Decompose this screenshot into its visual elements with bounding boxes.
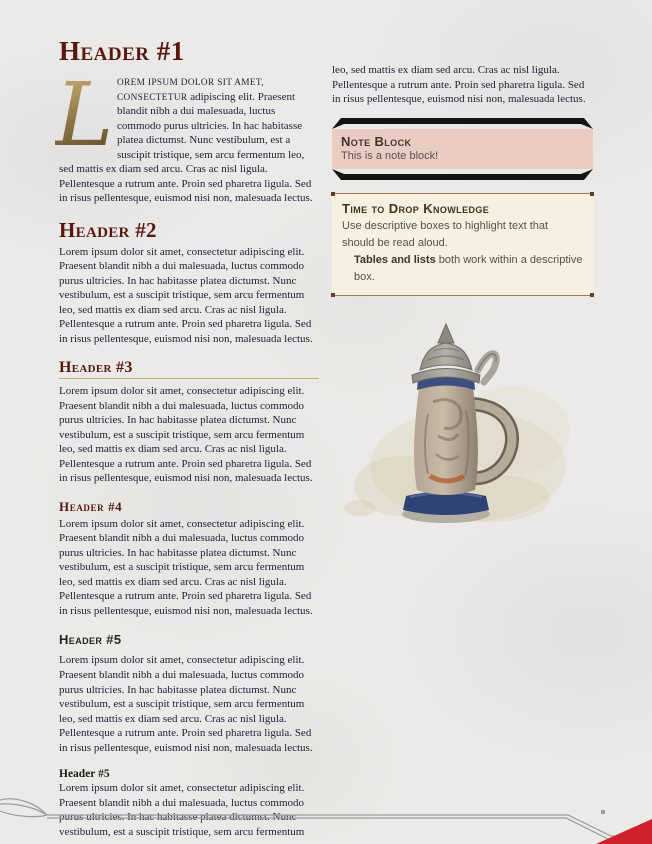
descriptive-box-line2-bold: Tables and lists [354,253,436,266]
intro-paragraph [55,63,319,206]
section-header-4 [59,499,319,619]
left-column [55,36,319,839]
footer-corner-accent [596,819,652,844]
note-block-bottom-bar [332,169,593,182]
intro-lead-smallcaps: OREM IPSUM DOLOR SIT AMET, CONSECTETUR [117,78,264,103]
page-title: Header #1 [59,36,185,66]
descriptive-box-line2 [342,252,583,286]
section-title-h5: Header #5 [59,632,122,648]
descriptive-box-line2-rest: both work within a descriptive box. [354,253,583,283]
note-block-text: This is a note block! [341,149,439,162]
stein-image-container [332,318,593,533]
descriptive-box-line1: Use descriptive boxes to highlight text that should be read aloud. [342,219,549,249]
section-paragraph: Lorem ipsum dolor sit amet, consectetur adipiscing elit. Praesent blandit nibh a dui malesuada, luctus commodo purus ultricies. In hac habitasse platea dictumst. Nunc vestibulum, est a suscipit tristique, sem arcu fermentum leo, sed mattis ex diam sed arcu. Cras ac nisl ligula. Pellentesque a rutrum ante. Proin sed pharetra ligula. Sed in risus pellentesque, euismod nisi non, malesuada lectus. [59,385,313,485]
note-block [332,116,593,182]
section-header-5-bold [59,768,319,839]
section-title-h2: Header #2 [59,217,157,242]
continuation-paragraph: leo, sed mattis ex diam sed arcu. Cras ac nisl ligula. Pellentesque a rutrum ante. Proin sed pharetra ligula. Sed in risus pellentesque, euismod nisi non, malesuada lectus. [332,64,586,106]
descriptive-box-text [342,218,583,286]
drop-cap-letter: L [55,63,114,166]
section-header-3 [59,359,319,486]
section-paragraph: Lorem ipsum dolor sit amet, consectetur adipiscing elit. Praesent blandit nibh a dui malesuada, luctus commodo purus ultricies. In hac habitasse platea dictumst. Nunc vestibulum, est a suscipit tristique, sem arcu fermentum leo, sed mattis ex diam sed arcu. Cras ac nisl ligula. Pellentesque a rutrum ante. Proin sed pharetra ligula. Sed in risus pellentesque, euismod nisi non, malesuada lectus. [59,245,313,345]
section-title-h6: Header #5 [59,768,110,781]
intro-body-text: adipiscing elit. Praesent blandit nibh a dui malesuada, luctus commodo purus ultricies. In hac habitasse platea dictumst. Nunc vestibulum, est a suscipit tristique, sem arcu fermentum leo, sed mattis ex diam sed arcu. Cras ac nisl ligula. Pellentesque a rutrum ante. Proin sed pharetra ligula. Sed in risus pellentesque, euismod nisi non, malesuada lectus. [59,90,313,205]
beer-stein-image [340,318,585,528]
corner-dot-icon [590,293,594,297]
section-header-2 [59,218,319,347]
section-paragraph: Lorem ipsum dolor sit amet, consectetur adipiscing elit. Praesent blandit nibh a dui malesuada, luctus commodo purus ultricies. In hac habitasse platea dictumst. Nunc vestibulum, est a suscipit tristique, sem arcu fermentum leo, sed mattis ex diam sed arcu. Cras ac nisl ligula. Pellentesque a rutrum ante. Proin sed pharetra ligula. Sed in risus pellentesque, euismod nisi non, malesuada lectus. [59,654,313,754]
section-paragraph: Lorem ipsum dolor sit amet, consectetur adipiscing elit. Praesent blandit nibh a dui malesuada, luctus commodo purus ultricies. In hac habitasse platea dictumst. Nunc vestibulum, est a suscipit tristique, sem arcu fermentum leo, sed mattis ex diam sed arcu. Cras ac nisl ligula. Pellentesque a rutrum ante. Proin sed pharetra ligula. Sed in risus pellentesque, euismod nisi non, malesuada lectus. [59,517,313,617]
note-block-top-bar [332,116,593,129]
footer-rule-dot [601,810,605,814]
corner-dot-icon [331,293,335,297]
footer-leaf-icon [0,799,47,817]
corner-dot-icon [590,192,594,196]
section-header-5 [59,632,319,755]
note-block-title: Note Block [341,133,412,149]
section-title-h4: Header #4 [59,498,123,514]
section-paragraph: Lorem ipsum dolor sit amet, consectetur adipiscing elit. Praesent blandit nibh a dui malesuada, luctus commodo purus ultricies. In hac habitasse platea dictumst. Nunc vestibulum, est a suscipit tristique, sem arcu fermentum [59,782,305,838]
corner-dot-icon [331,192,335,196]
descriptive-box-title: Time to Drop Knowledge [342,200,490,216]
two-column-layout [55,36,593,839]
note-block-content [332,129,593,169]
section-title-h3: Header #3 [59,359,319,379]
right-column [332,36,593,839]
descriptive-box [332,193,593,296]
